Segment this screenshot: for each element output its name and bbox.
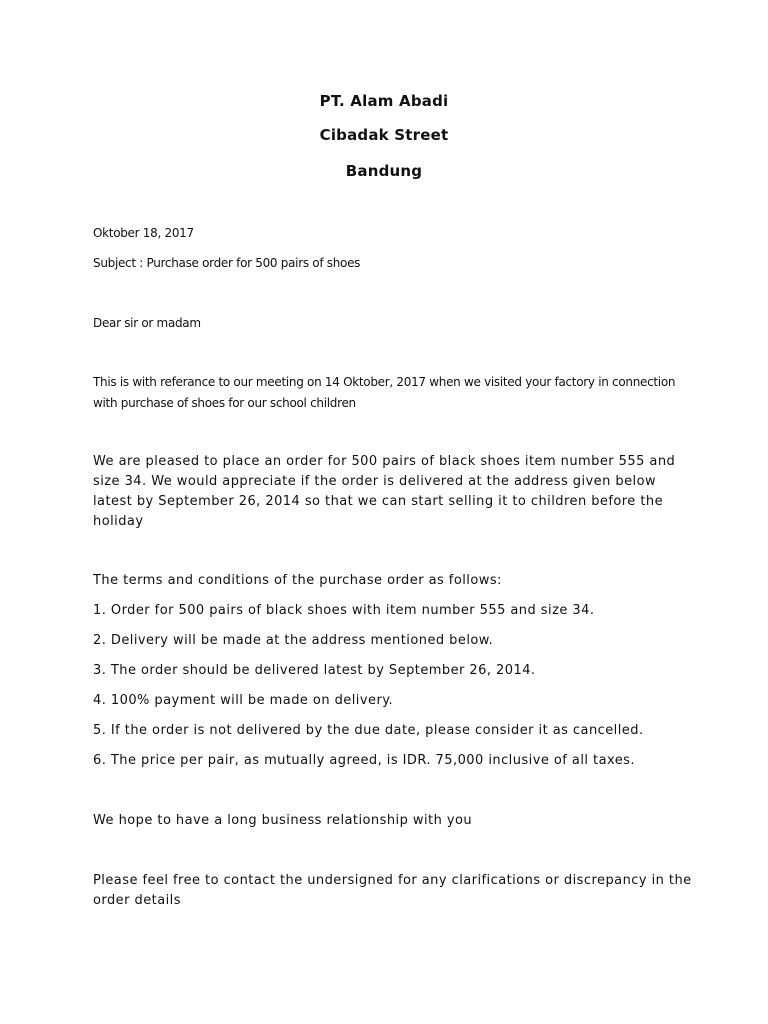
terms-item: 5. If the order is not delivered by the due date, please consider it as cancelled. <box>93 723 644 738</box>
terms-intro: The terms and conditions of the purchase order as follows: <box>93 573 502 588</box>
closing-paragraph: We hope to have a long business relationship with you <box>93 813 473 828</box>
street-address: Cibadak Street <box>319 126 449 144</box>
contact-paragraph-line: order details <box>93 893 181 908</box>
reference-paragraph-line: with purchase of shoes for our school children <box>93 396 356 410</box>
terms-item: 3. The order should be delivered latest by September 26, 2014. <box>93 663 536 678</box>
city: Bandung <box>345 162 423 180</box>
contact-paragraph-line: Please feel free to contact the undersigned for any clarifications or discrepancy in the <box>93 873 692 888</box>
order-paragraph-line: size 34. We would appreciate if the order is delivered at the address given below <box>93 474 657 489</box>
terms-item: 2. Delivery will be made at the address mentioned below. <box>93 633 494 648</box>
order-paragraph-line: holiday <box>93 514 144 529</box>
letter-date: Oktober 18, 2017 <box>93 226 194 240</box>
order-paragraph-line: We are pleased to place an order for 500 pairs of black shoes item number 555 and <box>93 454 676 469</box>
letter-subject: Subject : Purchase order for 500 pairs of shoes <box>93 256 361 270</box>
terms-item: 4. 100% payment will be made on delivery. <box>93 693 394 708</box>
company-name: PT. Alam Abadi <box>319 92 449 110</box>
reference-paragraph-line: This is with referance to our meeting on 14 Oktober, 2017 when we visited your factory in connection <box>93 375 676 389</box>
terms-item: 1. Order for 500 pairs of black shoes with item number 555 and size 34. <box>93 603 595 618</box>
terms-item: 6. The price per pair, as mutually agreed, is IDR. 75,000 inclusive of all taxes. <box>93 753 635 768</box>
order-paragraph-line: latest by September 26, 2014 so that we can start selling it to children before the <box>93 494 664 509</box>
salutation: Dear sir or madam <box>93 316 201 330</box>
